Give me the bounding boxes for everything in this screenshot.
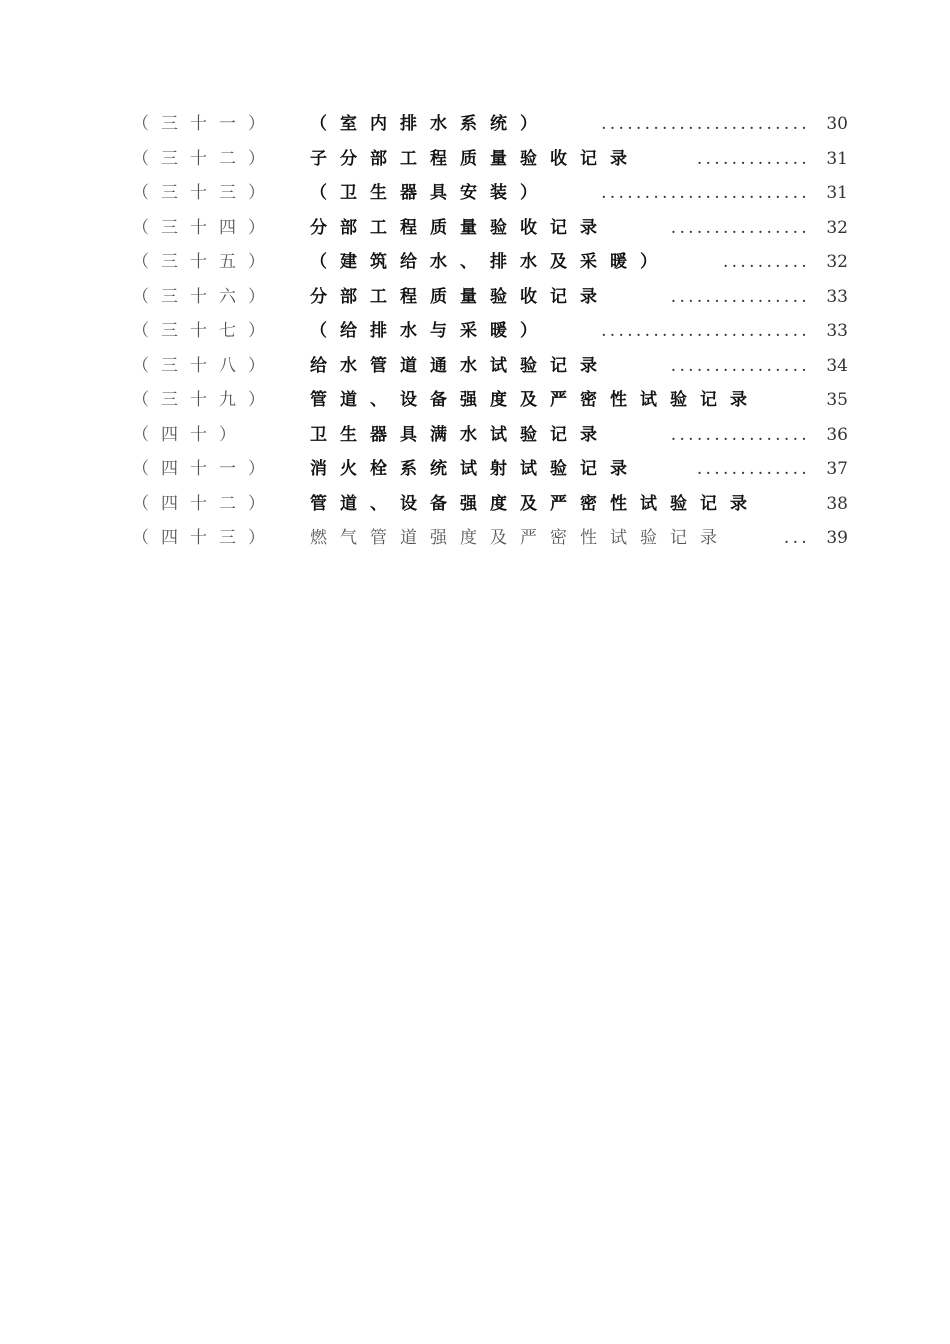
toc-page-number[interactable]: 38 (826, 493, 848, 514)
toc-entry-title[interactable]: （卫生器具安装） (310, 183, 550, 203)
toc-page-number[interactable]: 36 (826, 424, 848, 445)
toc-entry-number: （三十二） (132, 148, 277, 169)
toc-leader-dots: .......... (722, 252, 810, 272)
toc-entry-number: （四十三） (132, 528, 277, 548)
toc-leader-dots: ........................ (601, 183, 810, 203)
table-of-contents (132, 107, 850, 556)
toc-leader-dots: ................ (670, 424, 810, 445)
toc-page-number[interactable]: 37 (826, 459, 848, 479)
toc-entry-title[interactable]: 分部工程质量验收记录 (310, 286, 610, 307)
toc-entry-title[interactable]: 管道、设备强度及严密性试验记录 (310, 493, 760, 514)
toc-entry[interactable] (132, 176, 850, 211)
toc-leader-dots: ............. (696, 148, 810, 169)
toc-entry-title[interactable]: （给排水与采暖） (310, 321, 550, 341)
toc-entry[interactable] (132, 280, 850, 315)
toc-entry[interactable] (132, 245, 850, 280)
toc-entry[interactable] (132, 383, 850, 418)
toc-entry-number: （三十五） (132, 252, 277, 272)
toc-entry-number: （四十一） (132, 459, 277, 479)
toc-entry[interactable] (132, 142, 850, 177)
toc-page-number[interactable]: 33 (826, 286, 848, 307)
toc-entry-title[interactable]: 子分部工程质量验收记录 (310, 148, 640, 169)
toc-entry[interactable] (132, 314, 850, 349)
toc-entry-number: （三十三） (132, 183, 277, 203)
toc-leader-dots: ................ (670, 355, 810, 376)
toc-entry[interactable] (132, 107, 850, 142)
toc-entry-number: （三十一） (132, 114, 277, 134)
toc-entry-title[interactable]: 分部工程质量验收记录 (310, 217, 610, 238)
toc-page-number[interactable]: 31 (826, 148, 848, 169)
toc-leader-dots: ................ (670, 286, 810, 307)
toc-page-number[interactable]: 32 (826, 252, 848, 272)
toc-entry-number: （三十九） (132, 390, 277, 410)
toc-entry-number: （三十七） (132, 321, 277, 341)
toc-entry[interactable] (132, 452, 850, 487)
toc-leader-dots: ............. (696, 459, 810, 479)
toc-page-number[interactable]: 34 (826, 355, 848, 376)
toc-entry-number: （三十六） (132, 286, 277, 307)
toc-page-number[interactable]: 31 (826, 183, 848, 203)
toc-leader-dots: ........................ (601, 321, 810, 341)
toc-leader-dots: ... (783, 528, 810, 548)
toc-entry-title[interactable]: 管道、设备强度及严密性试验记录 (310, 390, 760, 410)
toc-entry-number: （四十） (132, 424, 248, 445)
toc-entry-title[interactable]: （室内排水系统） (310, 114, 550, 134)
toc-entry-title[interactable]: 消火栓系统试射试验记录 (310, 459, 640, 479)
toc-entry[interactable] (132, 521, 850, 556)
toc-entry[interactable] (132, 349, 850, 384)
toc-leader-dots: ................ (670, 217, 810, 238)
toc-page-number[interactable]: 32 (826, 217, 848, 238)
toc-leader-dots: ........................ (601, 114, 810, 134)
toc-entry[interactable] (132, 418, 850, 453)
toc-entry-number: （三十八） (132, 355, 277, 376)
toc-entry[interactable] (132, 487, 850, 522)
toc-entry[interactable] (132, 211, 850, 246)
toc-page-number[interactable]: 39 (826, 528, 848, 548)
toc-entry-title[interactable]: 卫生器具满水试验记录 (310, 424, 610, 445)
toc-page-number[interactable]: 33 (826, 321, 848, 341)
toc-page-number[interactable]: 30 (826, 114, 848, 134)
toc-page-number[interactable]: 35 (826, 390, 848, 410)
toc-entry-title[interactable]: 给水管道通水试验记录 (310, 355, 610, 376)
toc-entry-title[interactable]: 燃气管道强度及严密性试验记录 (310, 528, 730, 548)
toc-entry-title[interactable]: （建筑给水、排水及采暖） (310, 252, 670, 272)
toc-entry-number: （三十四） (132, 217, 277, 238)
toc-entry-number: （四十二） (132, 493, 277, 514)
